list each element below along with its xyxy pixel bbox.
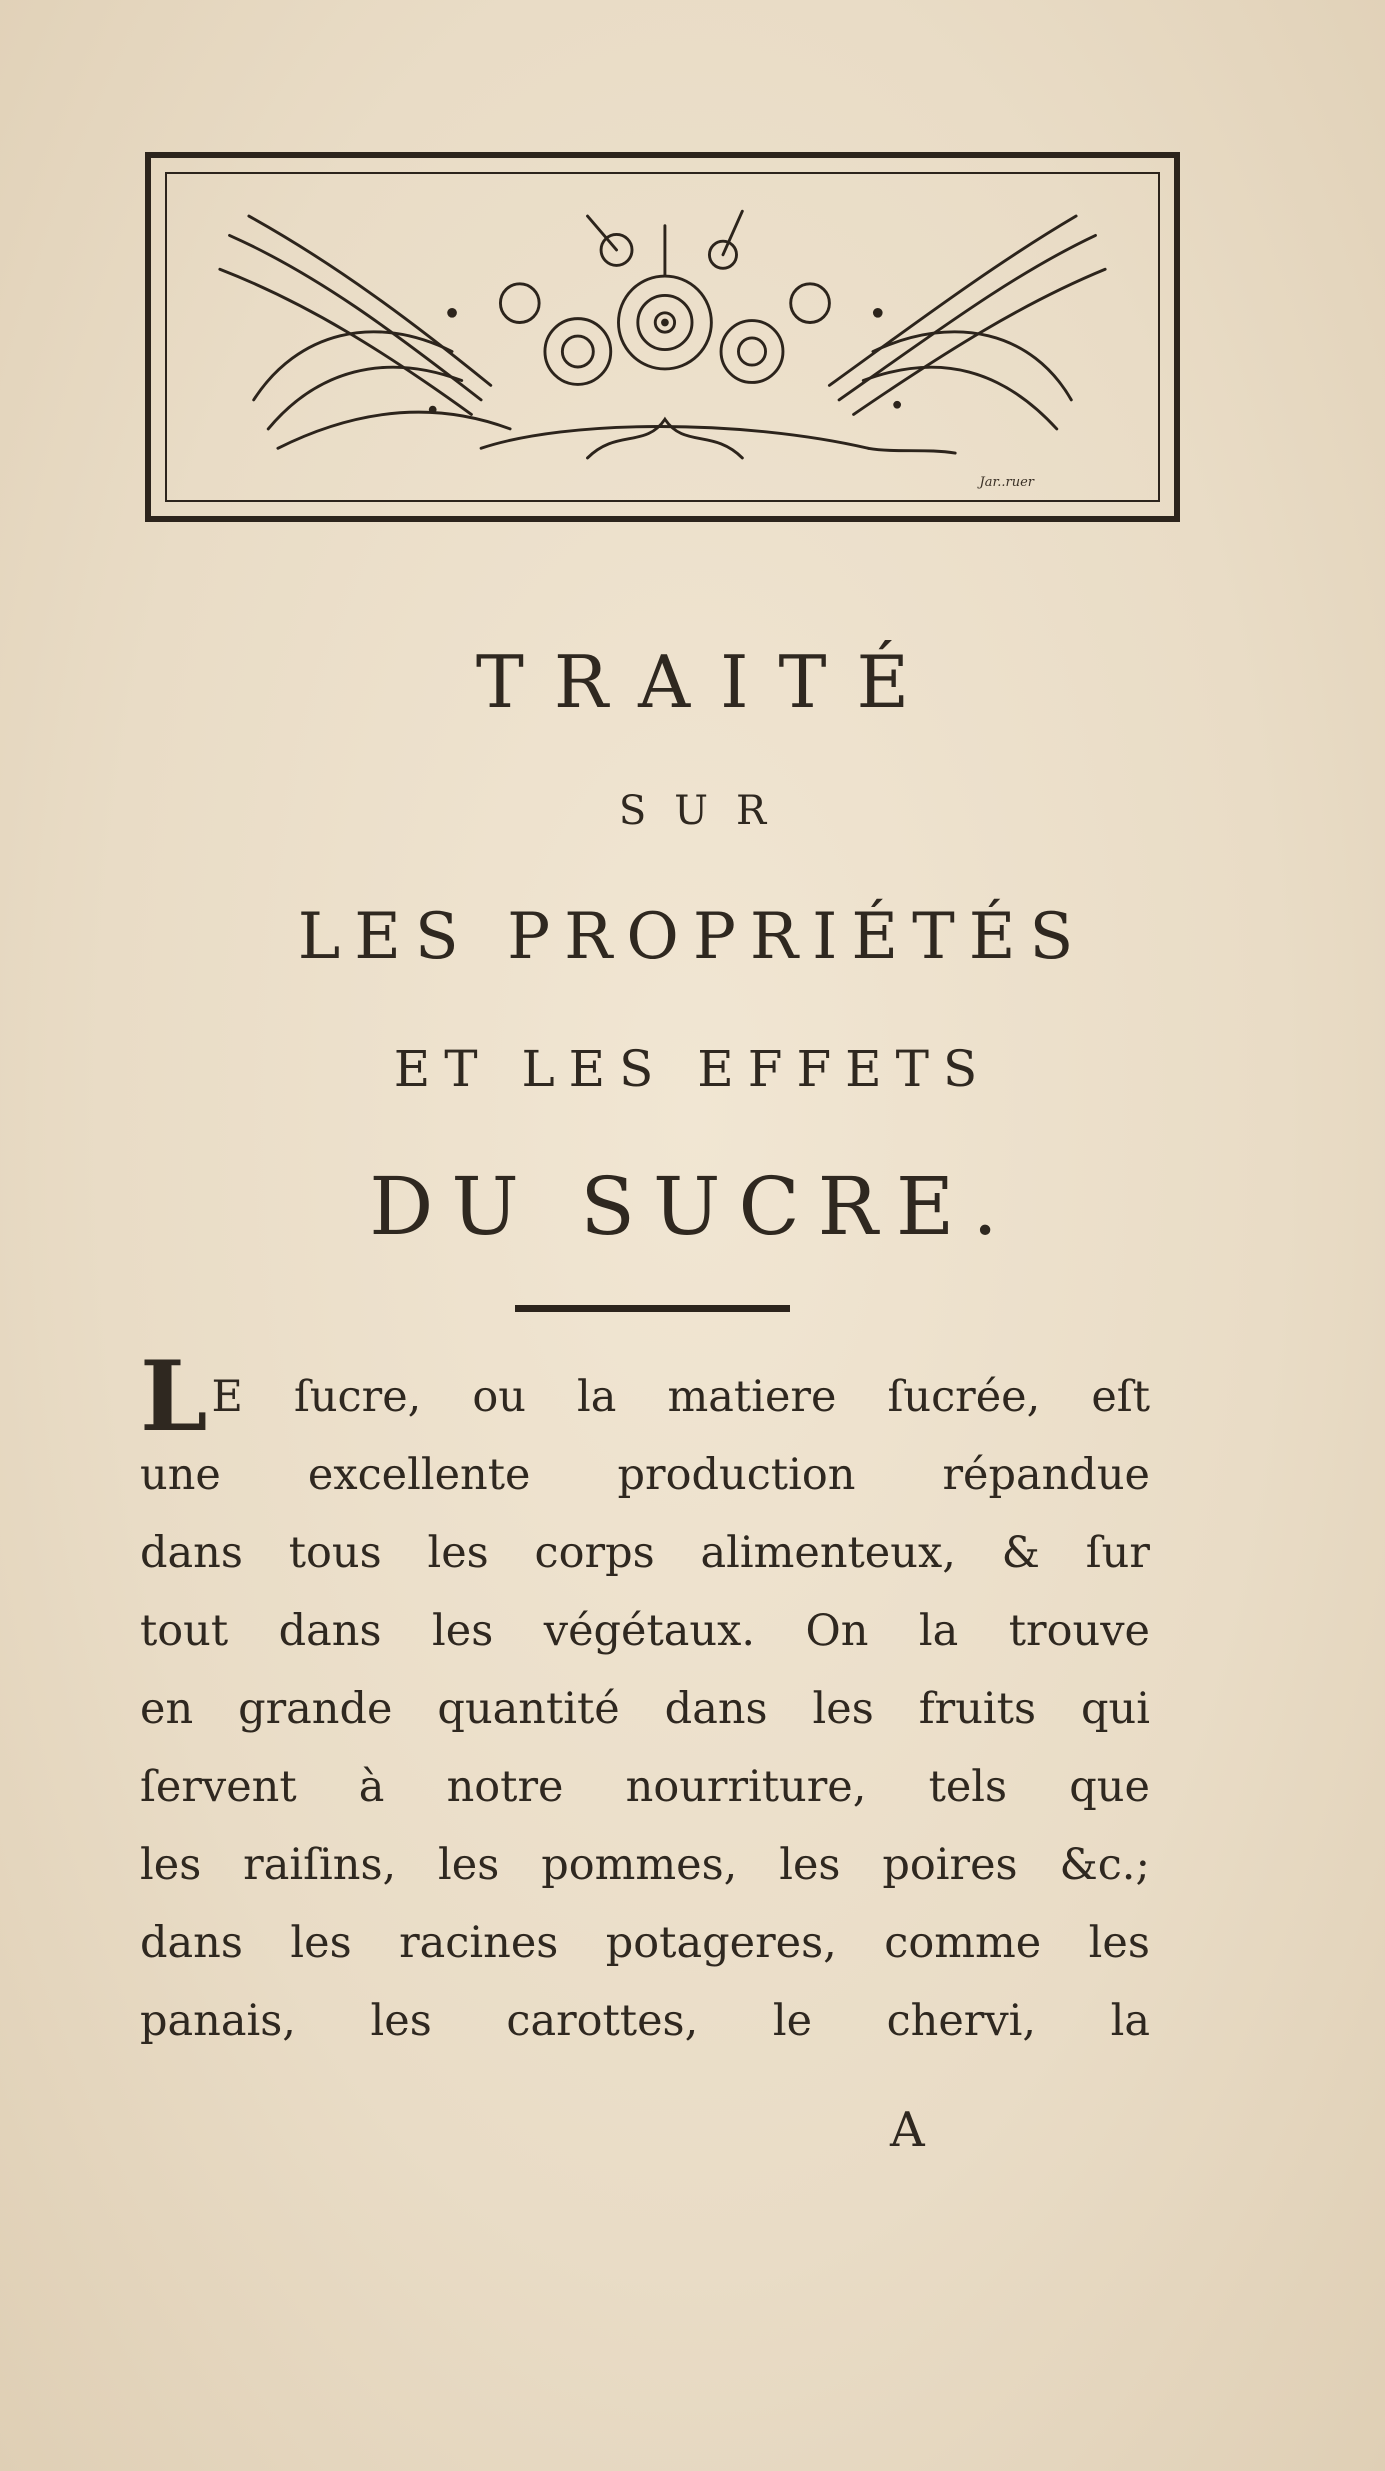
word: végétaux. [543, 1606, 756, 1656]
word: à [358, 1762, 385, 1812]
word: notre [446, 1762, 564, 1812]
text-line-4 [140, 1592, 1150, 1670]
word: ſucrée, [887, 1372, 1041, 1422]
word: la [1110, 1996, 1150, 2046]
word: les [779, 1840, 841, 1890]
word: les [812, 1684, 874, 1734]
title-line-2: SUR [618, 788, 795, 834]
word: & [1001, 1528, 1040, 1578]
first-line-words [212, 1358, 1151, 1436]
word: tous [288, 1528, 382, 1578]
floral-ornament-icon [151, 158, 1174, 516]
word: une [140, 1450, 221, 1500]
word: les [370, 1996, 432, 2046]
word: chervi, [886, 1996, 1037, 2046]
word: tels [928, 1762, 1008, 1812]
word: excellente [307, 1450, 531, 1500]
word: corps [534, 1528, 655, 1578]
word: la [918, 1606, 959, 1656]
text-line-7 [140, 1826, 1150, 1904]
text-line-6 [140, 1748, 1150, 1826]
text-line-3 [140, 1514, 1150, 1592]
word: eſt [1091, 1372, 1150, 1422]
word: comme [884, 1918, 1042, 1968]
word: pommes, [541, 1840, 738, 1890]
word: matiere [667, 1372, 837, 1422]
word: potageres, [605, 1918, 837, 1968]
word: les [290, 1918, 352, 1968]
word: carottes, [506, 1996, 699, 2046]
word: en [140, 1684, 194, 1734]
text-line-5 [140, 1670, 1150, 1748]
body-paragraph [140, 1340, 1150, 2060]
drop-cap: L [140, 1340, 208, 1453]
word: dans [140, 1528, 243, 1578]
word: alimenteux, [700, 1528, 956, 1578]
engraver-signature: Jar..ruer [979, 475, 1034, 490]
word: les [427, 1528, 489, 1578]
word: ſucre, [293, 1372, 422, 1422]
word: que [1069, 1762, 1150, 1812]
title-line-3: LES PROPRIÉTÉS [297, 900, 1088, 974]
word: On [805, 1606, 869, 1656]
title-line-4: ET LES EFFETS [393, 1040, 992, 1098]
word: nourriture, [625, 1762, 867, 1812]
word: fruits [918, 1684, 1037, 1734]
text-line-9 [140, 1982, 1150, 2060]
word: répandue [942, 1450, 1150, 1500]
word: tout [140, 1606, 229, 1656]
section-rule [515, 1305, 790, 1312]
title-line-1: TRAITÉ [475, 640, 940, 724]
word: le [772, 1996, 813, 2046]
word: les [432, 1606, 494, 1656]
ornamental-headpiece [145, 152, 1180, 522]
text-lines [140, 1436, 1150, 2060]
signature-mark: A [890, 2102, 925, 2158]
word: quantité [437, 1684, 620, 1734]
text-line-8 [140, 1904, 1150, 1982]
word: dans [140, 1918, 243, 1968]
word: les [438, 1840, 500, 1890]
word: ou [472, 1372, 526, 1422]
word: panais, [140, 1996, 296, 2046]
word: dans [664, 1684, 768, 1734]
word: trouve [1008, 1606, 1150, 1656]
word: &c.; [1059, 1840, 1150, 1890]
word: les [140, 1840, 202, 1890]
word: dans [278, 1606, 382, 1656]
word: les [1088, 1918, 1150, 1968]
word: ſur [1085, 1528, 1150, 1578]
word: grande [238, 1684, 393, 1734]
word: production [617, 1450, 856, 1500]
word: poires [882, 1840, 1018, 1890]
text-line-1 [140, 1340, 1150, 1453]
word: qui [1080, 1684, 1150, 1734]
word: racines [399, 1918, 559, 1968]
text-line-2 [140, 1436, 1150, 1514]
word: E [211, 1372, 243, 1422]
word: ſervent [140, 1762, 297, 1812]
word: la [577, 1372, 617, 1422]
word: raiſins, [243, 1840, 397, 1890]
title-line-5: DU SUCRE. [369, 1160, 1016, 1253]
